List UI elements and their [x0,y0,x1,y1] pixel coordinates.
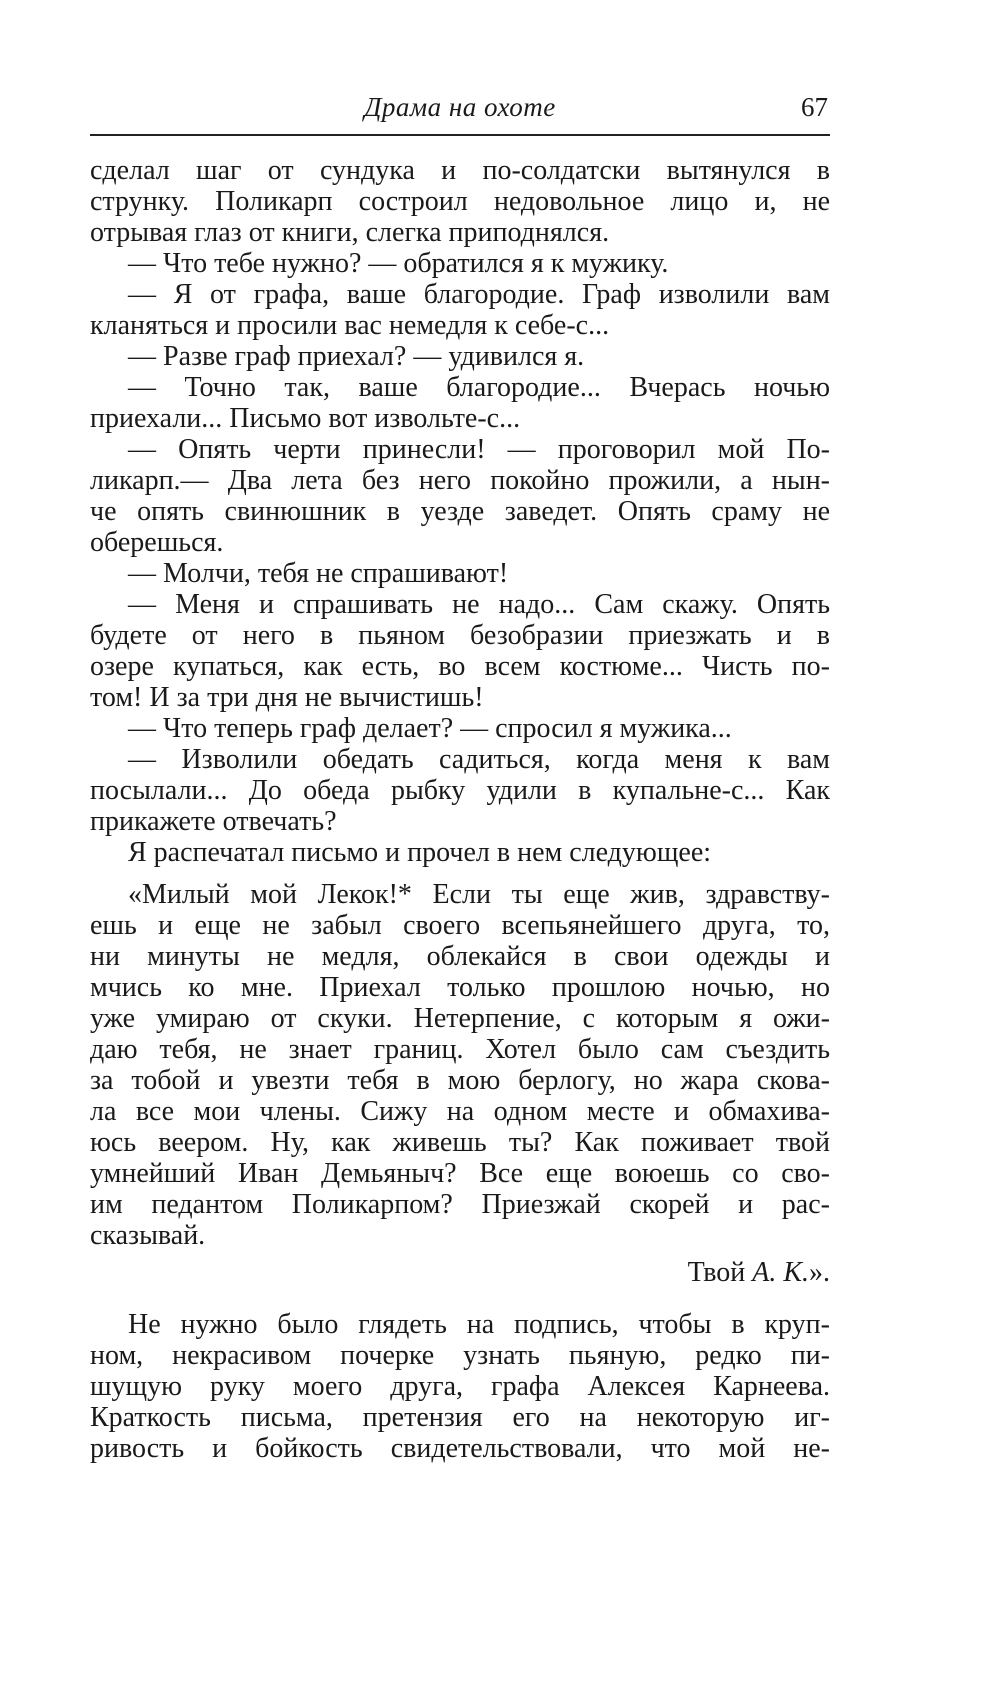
text-line: отрывая глаз от книги, слегка приподнялся. [90,217,610,248]
signature-prefix: Твой [687,1257,753,1288]
text-line: — Что тебе нужно? — обратился я к мужику. [128,248,669,279]
letter-line: сказывай. [90,1220,206,1251]
letter-line: мчись ко мне. Приехал только прошлою ночью, но [90,972,830,1003]
letter-signature [90,1256,830,1290]
text-line: посылали... До обеда рыбку удили в купальне-с... Как [90,775,830,806]
text-line: — Молчи, тебя не спрашивают! [128,558,509,589]
running-head [90,92,830,136]
letter-line: им педантом Поликарпом? Приезжай скорей и рас- [90,1189,830,1220]
text-line: будете от него в пьяном безобразии приезжать и в [90,620,830,651]
text-line: сделал шаг от сундука и по-солдатски вытянулся в [90,155,830,186]
text-line: озере купаться, как есть, во всем костюме... Чисть по- [90,651,830,682]
letter-line: ешь и еще не забыл своего всепьянейшего друга, то, [90,910,830,941]
text-line: — Я от графа, ваше благородие. Граф изволили вам [128,279,830,310]
letter-line: даю тебя, не знает границ. Хотел было сам съездить [90,1034,830,1065]
text-line: — Что теперь граф делает? — спросил я мужика... [128,713,732,744]
letter-line: за тобой и увезти тебя в мою берлогу, но жара скова- [90,1065,830,1096]
text-line: — Точно так, ваше благородие... Вчерась ночью [128,372,830,403]
text-line: кланяться и просили вас немедля к себе-с... [90,310,610,341]
text-line: — Разве граф приехал? — удивился я. [128,341,585,372]
letter-line: юсь веером. Ну, как живешь ты? Как поживает твой [90,1127,830,1158]
text-line: оберешься. [90,527,224,558]
text-line: том! И за три дня не вычистишь! [90,682,484,713]
text-line: ном, некрасивом почерке узнать пьяную, редко пи- [90,1340,830,1371]
text-line: — Изволили обедать садиться, когда меня к вам [128,744,830,775]
text-line: прикажете отвечать? [90,806,337,837]
letter-line: уже умираю от скуки. Нетерпение, с которым я ожи- [90,1003,830,1034]
letter-line: ла все мои члены. Сижу на одном месте и обмахива- [90,1096,830,1127]
text-line: ривость и бойкость свидетельствовали, что мой не- [90,1433,830,1464]
text-line: Не нужно было глядеть на подпись, чтобы в круп- [128,1309,830,1340]
running-head-title: Драма на охоте [364,92,556,122]
text-line: — Опять черти принесли! — проговорил мой По- [128,434,830,465]
page-number: 67 [801,92,828,122]
text-line: струнку. Поликарп состроил недовольное лицо и, не [90,186,830,217]
text-line: — Меня и спрашивать не надо... Сам скажу. Опять [128,589,830,620]
text-line: че опять свинюшник в уезде заведет. Опять сраму не [90,496,830,527]
text-line: Я распечатал письмо и прочел в нем следующее: [128,837,712,868]
letter-line: умнейший Иван Демьяныч? Все еще воюешь со сво- [90,1158,830,1189]
text-line: приехали... Письмо вот извольте-с... [90,403,521,434]
text-line: ликарп.— Два лета без него покойно прожили, а нын- [90,465,830,496]
signature-initials: А. К. [752,1257,809,1288]
text-line: Краткость письма, претензия его на некоторую иг- [90,1402,830,1433]
letter-line: ни минуты не медля, облекайся в свои одежды и [90,941,830,972]
signature-suffix: ». [809,1257,830,1288]
letter-line: «Милый мой Лекок!* Если ты еще жив, здравству- [128,879,830,910]
text-line: шущую руку моего друга, графа Алексея Карнеева. [90,1371,830,1402]
